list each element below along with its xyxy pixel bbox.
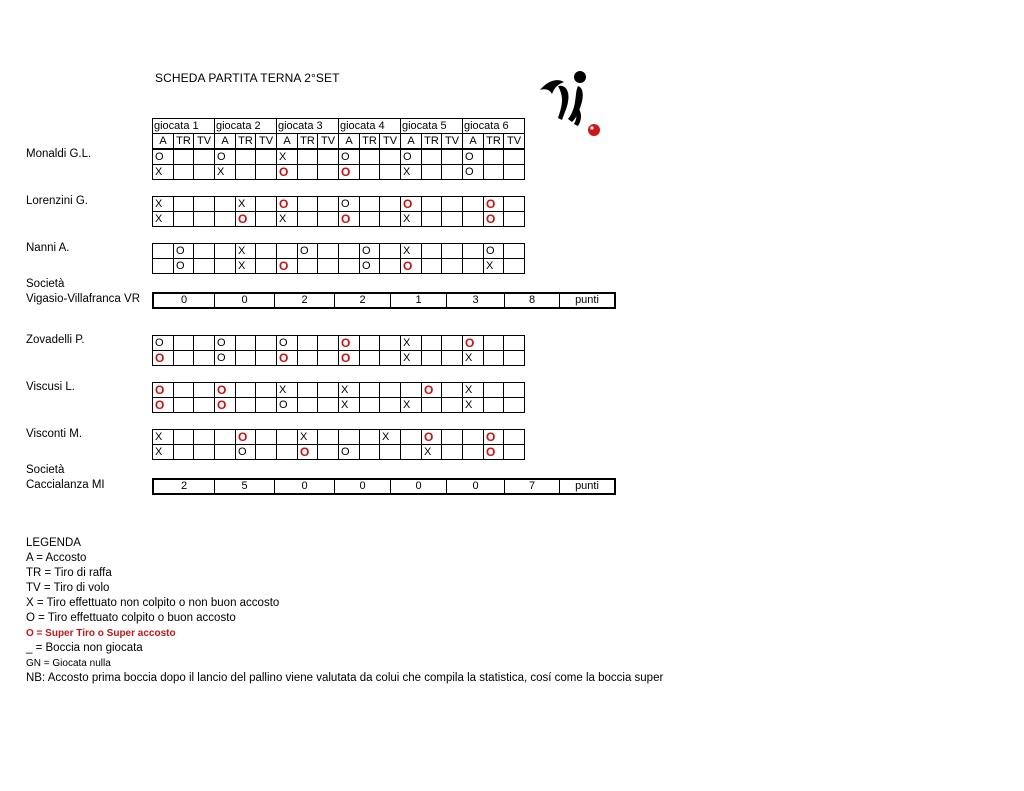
empty-cell — [174, 430, 194, 445]
legend-line: TV = Tiro di volo — [26, 582, 110, 594]
empty-cell — [194, 165, 215, 180]
empty-cell — [422, 259, 442, 274]
empty-cell — [504, 150, 525, 165]
score-row — [152, 292, 616, 309]
super-mark: O — [153, 351, 174, 366]
empty-cell — [256, 212, 277, 227]
empty-cell — [215, 244, 236, 259]
mark-cell: O — [174, 244, 194, 259]
empty-cell — [442, 244, 463, 259]
super-mark: O — [277, 197, 298, 212]
empty-cell — [277, 244, 298, 259]
score-cell: 0 — [153, 293, 215, 308]
empty-cell — [484, 336, 504, 351]
player-name: Visconti M. — [26, 428, 83, 440]
super-mark: O — [339, 165, 360, 180]
empty-cell — [484, 398, 504, 413]
empty-cell — [318, 212, 339, 227]
legend-line: O = Tiro effettuato colpito o buon accosto — [26, 612, 236, 624]
player-name: Monaldi G.L. — [26, 148, 92, 160]
super-mark: O — [339, 212, 360, 227]
giocata-header-1: giocata 1 — [153, 119, 215, 134]
empty-cell — [256, 383, 277, 398]
empty-cell — [153, 259, 174, 274]
empty-cell — [318, 165, 339, 180]
empty-cell — [277, 430, 298, 445]
empty-cell — [318, 244, 339, 259]
empty-cell — [298, 259, 318, 274]
empty-cell — [463, 430, 484, 445]
empty-cell — [442, 383, 463, 398]
empty-cell — [463, 212, 484, 227]
super-mark: O — [422, 383, 442, 398]
mark-cell: X — [236, 197, 256, 212]
empty-cell — [215, 212, 236, 227]
super-mark: O — [484, 197, 504, 212]
subcol-header: TR — [236, 134, 256, 149]
mark-cell: O — [401, 150, 422, 165]
empty-cell — [256, 197, 277, 212]
subcol-header: A — [339, 134, 360, 149]
mark-cell: O — [174, 259, 194, 274]
empty-cell — [298, 150, 318, 165]
score-cell: 5 — [215, 479, 275, 494]
subcol-header: A — [463, 134, 484, 149]
empty-cell — [380, 351, 401, 366]
mark-cell: X — [215, 165, 236, 180]
empty-cell — [504, 383, 525, 398]
mark-cell: X — [153, 165, 174, 180]
societa-name: Vigasio-Villafranca VR — [26, 293, 140, 305]
player-name: Nanni A. — [26, 242, 70, 254]
mark-cell: X — [298, 430, 318, 445]
mark-cell: X — [339, 398, 360, 413]
super-mark: O — [422, 430, 442, 445]
empty-cell — [484, 351, 504, 366]
empty-cell — [442, 430, 463, 445]
empty-cell — [504, 212, 525, 227]
empty-cell — [277, 445, 298, 460]
empty-cell — [504, 351, 525, 366]
empty-cell — [442, 165, 463, 180]
empty-cell — [174, 336, 194, 351]
empty-cell — [422, 244, 442, 259]
empty-cell — [504, 197, 525, 212]
empty-cell — [442, 336, 463, 351]
societa-label: Società — [26, 464, 65, 476]
legend-title: LEGENDA — [26, 537, 81, 549]
player-name: Lorenzini G. — [26, 195, 89, 207]
empty-cell — [298, 336, 318, 351]
empty-cell — [174, 398, 194, 413]
empty-cell — [422, 398, 442, 413]
subcol-header: TR — [174, 134, 194, 149]
super-mark: O — [153, 383, 174, 398]
legend-line: A = Accosto — [26, 552, 87, 564]
empty-cell — [484, 150, 504, 165]
mark-cell: O — [298, 244, 318, 259]
empty-cell — [298, 383, 318, 398]
societa-label: Società — [26, 278, 65, 290]
empty-cell — [442, 259, 463, 274]
empty-cell — [380, 398, 401, 413]
punti-label: punti — [560, 293, 616, 308]
empty-cell — [360, 383, 380, 398]
empty-cell — [484, 383, 504, 398]
empty-cell — [298, 212, 318, 227]
empty-cell — [194, 383, 215, 398]
score-cell: 2 — [335, 293, 391, 308]
empty-cell — [504, 244, 525, 259]
empty-cell — [256, 445, 277, 460]
super-mark: O — [484, 445, 504, 460]
subcol-header: TV — [318, 134, 339, 149]
mark-cell: X — [380, 430, 401, 445]
mark-cell: X — [153, 430, 174, 445]
empty-cell — [215, 259, 236, 274]
mark-cell: O — [153, 150, 174, 165]
super-mark: O — [215, 383, 236, 398]
empty-cell — [442, 445, 463, 460]
empty-cell — [298, 398, 318, 413]
super-mark: O — [401, 197, 422, 212]
empty-cell — [422, 150, 442, 165]
empty-cell — [484, 165, 504, 180]
mark-cell: X — [463, 398, 484, 413]
mark-cell: O — [339, 197, 360, 212]
super-mark: O — [463, 336, 484, 351]
empty-cell — [380, 150, 401, 165]
mark-cell: X — [463, 383, 484, 398]
mark-cell: O — [215, 351, 236, 366]
empty-cell — [360, 430, 380, 445]
score-cell: 2 — [153, 479, 215, 494]
empty-cell — [422, 351, 442, 366]
empty-cell — [215, 445, 236, 460]
subcol-header: TR — [360, 134, 380, 149]
score-cell: 0 — [447, 479, 505, 494]
super-mark: O — [153, 398, 174, 413]
empty-cell — [298, 165, 318, 180]
player-grid — [152, 196, 525, 227]
empty-cell — [174, 445, 194, 460]
empty-cell — [298, 197, 318, 212]
legend-line: TR = Tiro di raffa — [26, 567, 112, 579]
mark-cell: X — [401, 165, 422, 180]
empty-cell — [194, 197, 215, 212]
giocata-header-6: giocata 6 — [463, 119, 525, 134]
player-grid — [152, 382, 525, 413]
empty-cell — [360, 445, 380, 460]
score-cell: 2 — [275, 293, 335, 308]
player-grid — [152, 335, 525, 366]
page-title: SCHEDA PARTITA TERNA 2°SET — [155, 71, 340, 85]
empty-cell — [236, 165, 256, 180]
empty-cell — [380, 445, 401, 460]
legend-nb: NB: Accosto prima boccia dopo il lancio del pallino viene valutata da colui che compila la statistica, cosí come la boccia super — [26, 672, 664, 684]
mark-cell: O — [277, 398, 298, 413]
subcol-header: TR — [298, 134, 318, 149]
bocce-player-icon — [534, 68, 606, 136]
mark-cell: X — [401, 212, 422, 227]
score-cell: 0 — [275, 479, 335, 494]
giocata-header-4: giocata 4 — [339, 119, 401, 134]
mark-cell: X — [153, 445, 174, 460]
mark-cell: X — [277, 150, 298, 165]
player-grid — [152, 149, 525, 180]
mark-cell: X — [277, 212, 298, 227]
legend-super: O = Super Tiro o Super accosto — [26, 628, 176, 639]
empty-cell — [360, 150, 380, 165]
super-mark: O — [298, 445, 318, 460]
empty-cell — [174, 165, 194, 180]
empty-cell — [422, 197, 442, 212]
empty-cell — [194, 336, 215, 351]
mark-cell: O — [215, 150, 236, 165]
score-row — [152, 478, 616, 495]
empty-cell — [504, 336, 525, 351]
mark-cell: X — [401, 336, 422, 351]
mark-cell: X — [339, 383, 360, 398]
empty-cell — [463, 259, 484, 274]
mark-cell: O — [484, 244, 504, 259]
empty-cell — [256, 398, 277, 413]
empty-cell — [504, 398, 525, 413]
mark-cell: X — [401, 244, 422, 259]
empty-cell — [236, 351, 256, 366]
empty-cell — [256, 259, 277, 274]
super-mark: O — [401, 259, 422, 274]
empty-cell — [422, 212, 442, 227]
empty-cell — [380, 197, 401, 212]
score-cell: 7 — [505, 479, 560, 494]
empty-cell — [318, 259, 339, 274]
empty-cell — [339, 430, 360, 445]
empty-cell — [194, 244, 215, 259]
empty-cell — [215, 197, 236, 212]
empty-cell — [174, 150, 194, 165]
subcol-header: TR — [484, 134, 504, 149]
empty-cell — [174, 212, 194, 227]
mark-cell: X — [401, 351, 422, 366]
empty-cell — [380, 259, 401, 274]
empty-cell — [442, 351, 463, 366]
empty-cell — [401, 430, 422, 445]
mark-cell: X — [401, 398, 422, 413]
empty-cell — [504, 445, 525, 460]
player-name: Viscusi L. — [26, 381, 76, 393]
empty-cell — [422, 165, 442, 180]
super-mark: O — [277, 351, 298, 366]
empty-cell — [194, 259, 215, 274]
empty-cell — [215, 430, 236, 445]
mark-cell: X — [422, 445, 442, 460]
empty-cell — [174, 383, 194, 398]
subcol-header: TV — [380, 134, 401, 149]
score-cell: 0 — [215, 293, 275, 308]
punti-label: punti — [560, 479, 616, 494]
empty-cell — [442, 212, 463, 227]
subcol-header: TV — [504, 134, 525, 149]
subcol-header: A — [215, 134, 236, 149]
empty-cell — [360, 351, 380, 366]
empty-cell — [256, 165, 277, 180]
super-mark: O — [277, 165, 298, 180]
empty-cell — [504, 259, 525, 274]
super-mark: O — [236, 212, 256, 227]
legend-nulla: GN = Giocata nulla — [26, 658, 111, 669]
empty-cell — [256, 244, 277, 259]
empty-cell — [194, 430, 215, 445]
empty-cell — [360, 165, 380, 180]
empty-cell — [380, 336, 401, 351]
empty-cell — [256, 336, 277, 351]
empty-cell — [236, 150, 256, 165]
empty-cell — [194, 445, 215, 460]
legend-line: X = Tiro effettuato non colpito o non buon accosto — [26, 597, 280, 609]
empty-cell — [174, 351, 194, 366]
mark-cell: O — [215, 336, 236, 351]
empty-cell — [360, 336, 380, 351]
empty-cell — [401, 445, 422, 460]
super-mark: O — [484, 212, 504, 227]
empty-cell — [401, 383, 422, 398]
score-cell: 0 — [391, 479, 447, 494]
subcol-header: A — [401, 134, 422, 149]
mark-cell: O — [463, 150, 484, 165]
mark-cell: X — [463, 351, 484, 366]
empty-cell — [380, 165, 401, 180]
giocata-header-5: giocata 5 — [401, 119, 463, 134]
empty-cell — [298, 351, 318, 366]
empty-cell — [256, 351, 277, 366]
empty-cell — [174, 197, 194, 212]
subcol-header: TV — [256, 134, 277, 149]
mark-cell: O — [339, 150, 360, 165]
empty-cell — [463, 445, 484, 460]
empty-cell — [318, 351, 339, 366]
mark-cell: O — [463, 165, 484, 180]
score-cell: 0 — [335, 479, 391, 494]
empty-cell — [380, 212, 401, 227]
mark-cell: O — [153, 336, 174, 351]
empty-cell — [339, 259, 360, 274]
mark-cell: X — [236, 259, 256, 274]
subcol-header: A — [153, 134, 174, 149]
empty-cell — [236, 336, 256, 351]
mark-cell: X — [153, 197, 174, 212]
score-cell: 3 — [447, 293, 505, 308]
giocate-header — [152, 118, 525, 149]
empty-cell — [504, 165, 525, 180]
super-mark: O — [339, 336, 360, 351]
empty-cell — [318, 445, 339, 460]
empty-cell — [339, 244, 360, 259]
mark-cell: X — [484, 259, 504, 274]
empty-cell — [256, 430, 277, 445]
giocata-header-2: giocata 2 — [215, 119, 277, 134]
player-name: Zovadelli P. — [26, 334, 85, 346]
empty-cell — [236, 383, 256, 398]
empty-cell — [463, 244, 484, 259]
empty-cell — [318, 398, 339, 413]
legend-non-giocata: _ = Boccia non giocata — [26, 642, 143, 654]
empty-cell — [318, 383, 339, 398]
empty-cell — [194, 150, 215, 165]
super-mark: O — [339, 351, 360, 366]
mark-cell: X — [153, 212, 174, 227]
super-mark: O — [215, 398, 236, 413]
empty-cell — [463, 197, 484, 212]
empty-cell — [360, 212, 380, 227]
empty-cell — [153, 244, 174, 259]
subcol-header: TR — [422, 134, 442, 149]
societa-name: Caccialanza MI — [26, 479, 105, 491]
subcol-header: TV — [194, 134, 215, 149]
super-mark: O — [236, 430, 256, 445]
mark-cell: X — [236, 244, 256, 259]
empty-cell — [380, 383, 401, 398]
legend — [26, 536, 663, 686]
giocata-header-3: giocata 3 — [277, 119, 339, 134]
mark-cell: O — [360, 259, 380, 274]
mark-cell: O — [236, 445, 256, 460]
empty-cell — [318, 197, 339, 212]
mark-cell: O — [360, 244, 380, 259]
empty-cell — [422, 336, 442, 351]
player-grid — [152, 243, 525, 274]
subcol-header: TV — [442, 134, 463, 149]
empty-cell — [194, 212, 215, 227]
empty-cell — [318, 336, 339, 351]
empty-cell — [236, 398, 256, 413]
score-cell: 1 — [391, 293, 447, 308]
mark-cell: O — [277, 336, 298, 351]
player-grid — [152, 429, 525, 460]
empty-cell — [194, 351, 215, 366]
score-cell: 8 — [505, 293, 560, 308]
empty-cell — [318, 150, 339, 165]
empty-cell — [256, 150, 277, 165]
empty-cell — [442, 150, 463, 165]
mark-cell: X — [277, 383, 298, 398]
empty-cell — [442, 398, 463, 413]
empty-cell — [194, 398, 215, 413]
empty-cell — [380, 244, 401, 259]
empty-cell — [442, 197, 463, 212]
empty-cell — [318, 430, 339, 445]
super-mark: O — [484, 430, 504, 445]
empty-cell — [360, 197, 380, 212]
empty-cell — [504, 430, 525, 445]
super-mark: O — [277, 259, 298, 274]
mark-cell: O — [339, 445, 360, 460]
subcol-header: A — [277, 134, 298, 149]
empty-cell — [360, 398, 380, 413]
